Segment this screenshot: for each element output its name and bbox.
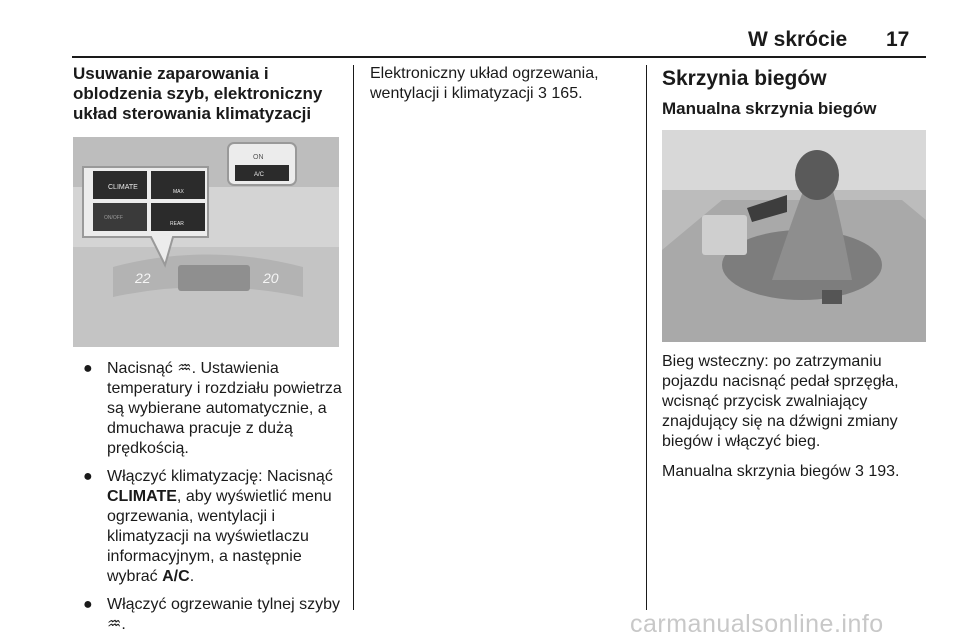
column-divider-1 [353,65,354,610]
reverse-gear-caption: Bieg wsteczny: po zatrzymaniu pojazdu nacisnąć pedał sprzęgła, wcisnąć przycisk zwalniający znajdujący się na dźwigni zmiany biegów i włączyć bieg. [662,353,899,450]
column-left [73,64,345,643]
list-item: ● Nacisnąć ♒. Ustawienia temperatury i rozdziału powietrza są wybierane automatycznie, a dmuchawa pracuje z dużą prędkością. [83,360,342,457]
bullet-icon: ● [83,468,93,485]
section-heading-gearbox: Skrzynia biegów [662,67,827,90]
temp-left-label: 22 [135,270,151,286]
subsection-heading-manual: Manualna skrzynia biegów [662,99,877,118]
figure-climate-label: CLIMATE [108,184,138,191]
climate-reference: Elektroniczny układ ogrzewania, wentylacji i klimatyzacji 3 165. [370,65,599,102]
watermark: carmanualsonline.info [630,610,884,638]
climate-control-figure [73,137,339,347]
page-header-title: W skrócie [748,28,848,51]
figure-onoff-label: ON/OFF [104,215,123,221]
page-number: 17 [886,28,910,51]
header-rule [72,56,926,58]
figure-max-label: MAX [173,189,184,195]
figure-rear-label: REAR [170,221,184,227]
bullet-icon: ● [83,360,93,377]
temp-right-label: 20 [263,270,279,286]
manual-gearbox-reference: Manualna skrzynia biegów 3 193. [662,463,900,480]
column-middle [370,64,632,114]
bullet-icon: ● [83,596,93,613]
page-reference-link[interactable]: 3 193. [855,463,900,480]
section-heading-defrost: Usuwanie zaparowania i oblodzenia szyb, elektroniczny układ sterowania klimatyzacji [73,64,323,123]
instruction-list [73,359,345,635]
column-divider-2 [646,65,647,610]
list-item: ● Włączyć klimatyzację: Nacisnąć CLIMATE, aby wyświetlić menu ogrzewania, wentylacji i klimatyzacji na wyświetlaczu informacyjnym, a następnie wybrać A/C. [83,468,333,585]
list-item: ● Włączyć ogrzewanie tylnej szyby ♒. [83,596,340,633]
defrost-icon: ♒ [177,360,192,377]
rear-window-heat-icon: ♒ [107,616,122,633]
column-right [662,64,927,492]
figure-on-label: ON [253,154,264,161]
gear-lever-figure [662,130,926,342]
figure-ac-label: A/C [254,172,265,178]
page-reference-link[interactable]: 3 165. [538,85,583,102]
